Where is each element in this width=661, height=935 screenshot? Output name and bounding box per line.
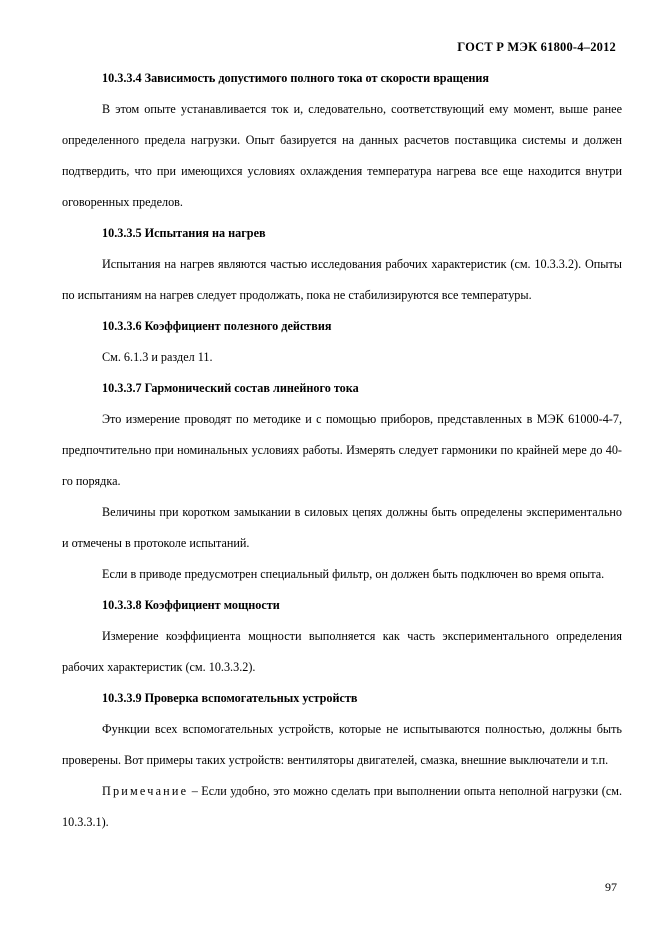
paragraph: В этом опыте устанавливается ток и, следовательно, соответствующий ему момент, выше ранее определенного предела нагрузки. Опыт базируется на данных расчетов поставщика системы и должен подтвердить, что при имеющихся условиях охлаждения температура нагрева все еще находится внутри оговоренных пределов. [62, 102, 622, 209]
note-label: Примечание [102, 784, 189, 798]
paragraph: См. 6.1.3 и раздел 11. [102, 350, 213, 364]
section-heading: 10.3.3.5 Испытания на нагрев [102, 226, 266, 240]
paragraph: Функции всех вспомогательных устройств, которые не испытываются полностью, должны быть проверены. Вот примеры таких устройств: вентиляторы двигателей, смазка, внешние выключатели и т.п. [62, 722, 622, 767]
paragraph: Это измерение проводят по методике и с помощью приборов, представленных в МЭК 61000-4-7, предпочтительно при номинальных условиях работы. Измерять следует гармоники по крайней мере до 40-го порядка. [62, 412, 622, 488]
paragraph: Испытания на нагрев являются частью исследования рабочих характеристик (см. 10.3.3.2). Опыты по испытаниям на нагрев следует продолжать, пока не стабилизируются все температуры. [62, 257, 622, 302]
section-heading: 10.3.3.8 Коэффициент мощности [102, 598, 280, 612]
note [62, 776, 622, 838]
note-text: – Если удобно, это можно сделать при выполнении опыта неполной нагрузки (см. 10.3.3.1). [62, 784, 622, 829]
paragraph: Если в приводе предусмотрен специальный фильтр, он должен быть подключен во время опыта. [102, 567, 605, 581]
paragraph: Измерение коэффициента мощности выполняется как часть экспериментального определения рабочих характеристик (см. 10.3.3.2). [62, 629, 622, 674]
section-heading: 10.3.3.6 Коэффициент полезного действия [102, 319, 332, 333]
paragraph: Величины при коротком замыкании в силовых цепях должны быть определены экспериментально и отмечены в протоколе испытаний. [62, 505, 622, 550]
section-heading: 10.3.3.7 Гармонический состав линейного тока [102, 381, 359, 395]
section-heading: 10.3.3.9 Проверка вспомогательных устройств [102, 691, 358, 705]
section-heading: 10.3.3.4 Зависимость допустимого полного тока от скорости вращения [102, 71, 489, 85]
document-body [62, 63, 622, 838]
document-header: ГОСТ Р МЭК 61800-4–2012 [457, 40, 616, 54]
page-number: 97 [605, 880, 617, 894]
